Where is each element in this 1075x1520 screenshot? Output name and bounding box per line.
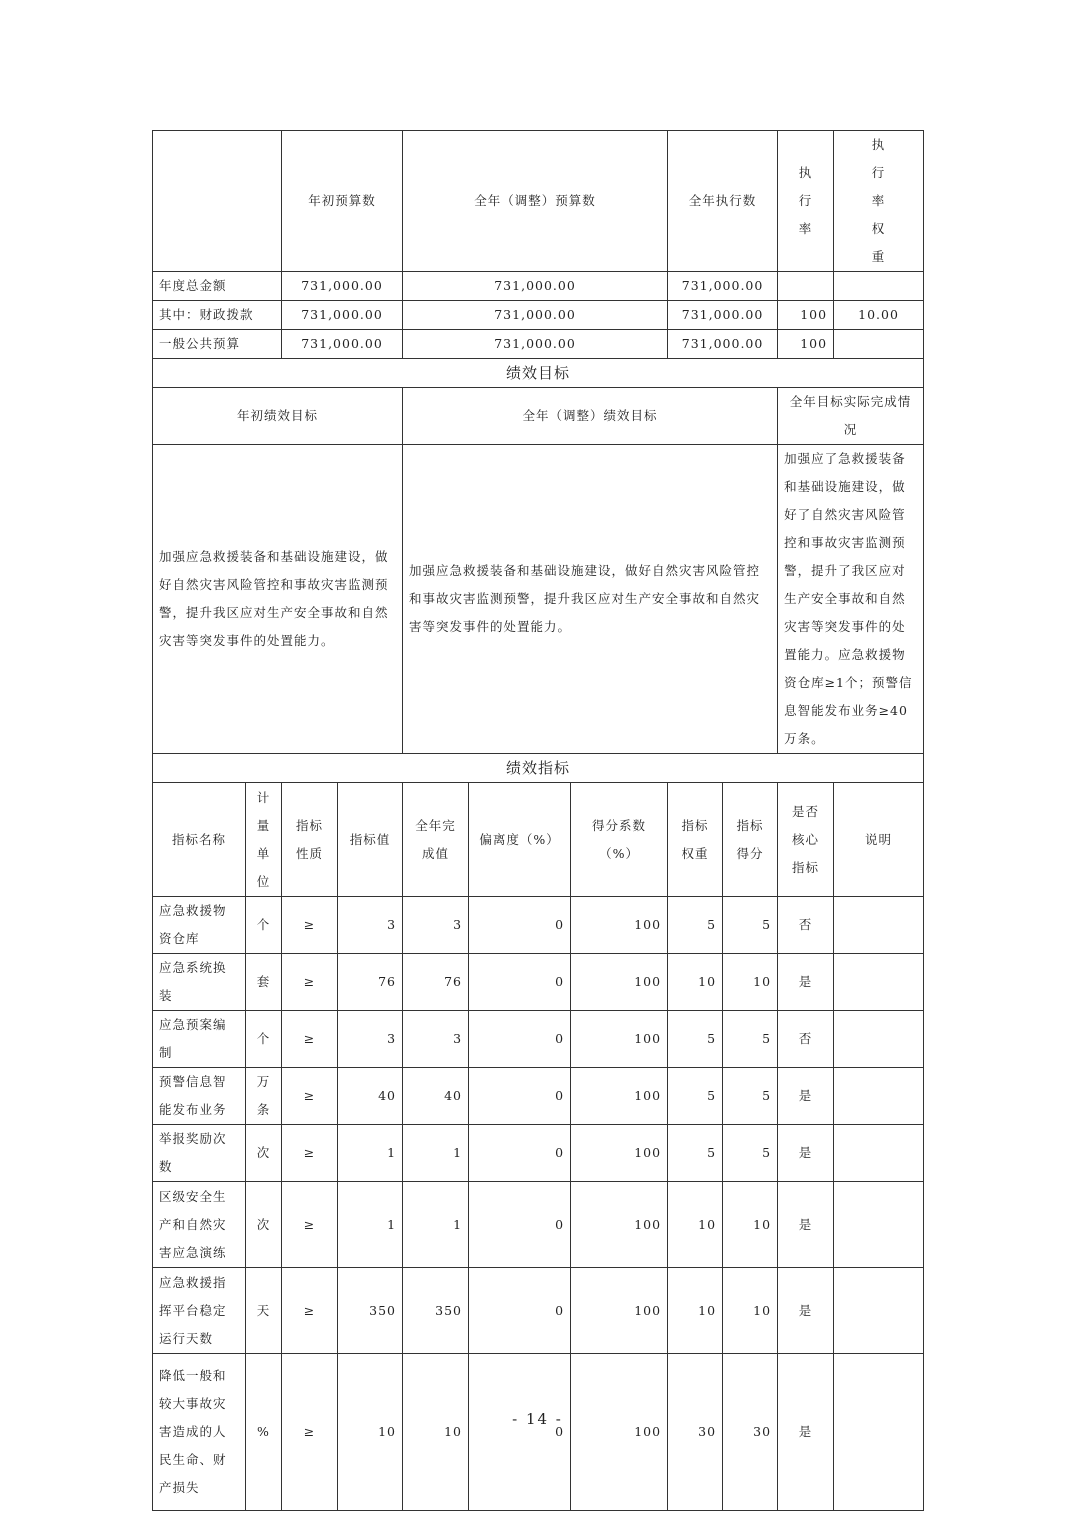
budget-weight: 10.00 [834, 301, 924, 330]
indicators-header-row [153, 783, 924, 897]
indicator-core: 是 [778, 1182, 834, 1268]
header-exec-rate-weight: 执行率权重 [834, 131, 924, 272]
indicator-deviation: 0 [469, 954, 571, 1011]
ind-header-deviation: 偏离度（%） [469, 783, 571, 897]
indicator-weight: 5 [668, 1125, 723, 1182]
ind-header-note: 说明 [834, 783, 924, 897]
indicator-name: 应急预案编制 [153, 1011, 246, 1068]
indicator-note [834, 1268, 924, 1354]
indicator-value: 40 [338, 1068, 403, 1125]
goals-actual-text: 加强应了急救援装备和基础设施建设，做好了自然灾害风险管控和事故灾害监测预警，提升了我区应对生产安全事故和自然灾害等突发事件的处置能力。应急救援物资仓库≥1个；预警信息智能发布业务≥40万条。 [778, 445, 924, 754]
indicator-nature: ≥ [282, 1068, 338, 1125]
indicator-name: 降低一般和较大事故灾害造成的人民生命、财产损失 [153, 1354, 246, 1511]
indicator-row [153, 1268, 924, 1354]
budget-initial: 731,000.00 [282, 301, 403, 330]
indicator-score: 10 [723, 1268, 778, 1354]
indicator-unit: 个 [246, 1011, 282, 1068]
indicator-row [153, 897, 924, 954]
indicator-deviation: 0 [469, 1125, 571, 1182]
ind-header-score: 指标得分 [723, 783, 778, 897]
indicator-note [834, 1182, 924, 1268]
header-adjusted-budget: 全年（调整）预算数 [403, 131, 668, 272]
indicator-completed: 1 [403, 1125, 469, 1182]
indicator-core: 是 [778, 1125, 834, 1182]
ind-header-coef: 得分系数（%） [571, 783, 668, 897]
budget-adjusted: 731,000.00 [403, 272, 668, 301]
indicator-deviation: 0 [469, 1268, 571, 1354]
goals-adjusted-text: 加强应急救援装备和基础设施建设，做好自然灾害风险管控和事故灾害监测预警，提升我区应对生产安全事故和自然灾害等突发事件的处置能力。 [403, 445, 778, 754]
indicator-score-coef: 100 [571, 954, 668, 1011]
indicator-core: 否 [778, 1011, 834, 1068]
indicator-value: 10 [338, 1354, 403, 1511]
performance-table [152, 130, 924, 1511]
indicator-core: 是 [778, 954, 834, 1011]
indicator-row [153, 954, 924, 1011]
indicator-score: 10 [723, 954, 778, 1011]
indicator-weight: 10 [668, 1182, 723, 1268]
budget-header-row [153, 131, 924, 272]
indicator-nature: ≥ [282, 897, 338, 954]
indicator-score-coef: 100 [571, 1354, 668, 1511]
indicator-name: 应急救援物资仓库 [153, 897, 246, 954]
indicator-core: 是 [778, 1268, 834, 1354]
indicator-completed: 350 [403, 1268, 469, 1354]
indicator-row [153, 1011, 924, 1068]
indicator-row [153, 1354, 924, 1511]
indicator-weight: 5 [668, 1068, 723, 1125]
indicator-row [153, 1068, 924, 1125]
indicator-deviation: 0 [469, 897, 571, 954]
indicator-nature: ≥ [282, 954, 338, 1011]
budget-header-blank [153, 131, 282, 272]
indicators-section-title: 绩效指标 [153, 754, 924, 783]
indicator-score: 30 [723, 1354, 778, 1511]
goals-header-row [153, 388, 924, 445]
budget-row [153, 330, 924, 359]
ind-header-nature: 指标性质 [282, 783, 338, 897]
header-executed: 全年执行数 [668, 131, 778, 272]
indicator-nature: ≥ [282, 1268, 338, 1354]
budget-weight [834, 330, 924, 359]
budget-weight [834, 272, 924, 301]
ind-header-completed: 全年完成值 [403, 783, 469, 897]
indicator-weight: 5 [668, 897, 723, 954]
indicator-nature: ≥ [282, 1011, 338, 1068]
indicators-section-row [153, 754, 924, 783]
indicator-value: 1 [338, 1125, 403, 1182]
indicator-completed: 40 [403, 1068, 469, 1125]
budget-row [153, 301, 924, 330]
indicator-score: 5 [723, 897, 778, 954]
indicator-unit: % [246, 1354, 282, 1511]
ind-header-name: 指标名称 [153, 783, 246, 897]
indicator-deviation: 0 [469, 1011, 571, 1068]
indicator-note [834, 897, 924, 954]
goals-section-title: 绩效目标 [153, 359, 924, 388]
indicator-score: 5 [723, 1011, 778, 1068]
header-exec-rate: 执行率 [778, 131, 834, 272]
indicator-name: 举报奖励次数 [153, 1125, 246, 1182]
ind-header-unit: 计量单位 [246, 783, 282, 897]
indicator-score-coef: 100 [571, 1068, 668, 1125]
indicator-completed: 1 [403, 1182, 469, 1268]
budget-row-label: 一般公共预算 [153, 330, 282, 359]
indicator-weight: 10 [668, 954, 723, 1011]
indicator-weight: 5 [668, 1011, 723, 1068]
ind-header-value: 指标值 [338, 783, 403, 897]
indicator-name: 应急救援指挥平台稳定运行天数 [153, 1268, 246, 1354]
indicator-score-coef: 100 [571, 1125, 668, 1182]
indicator-name: 区级安全生产和自然灾害应急演练 [153, 1182, 246, 1268]
indicator-core: 是 [778, 1354, 834, 1511]
indicator-deviation: 0 [469, 1068, 571, 1125]
indicator-weight: 30 [668, 1354, 723, 1511]
indicator-unit: 次 [246, 1182, 282, 1268]
budget-initial: 731,000.00 [282, 330, 403, 359]
indicator-unit: 次 [246, 1125, 282, 1182]
budget-row-label: 年度总金额 [153, 272, 282, 301]
indicator-name: 应急系统换装 [153, 954, 246, 1011]
indicator-completed: 3 [403, 1011, 469, 1068]
indicator-note [834, 954, 924, 1011]
indicator-weight: 10 [668, 1268, 723, 1354]
indicator-score-coef: 100 [571, 897, 668, 954]
page-number: - 14 - [512, 1410, 563, 1428]
indicator-row [153, 1182, 924, 1268]
indicator-unit: 万条 [246, 1068, 282, 1125]
goals-section-row [153, 359, 924, 388]
indicator-value: 76 [338, 954, 403, 1011]
budget-executed: 731,000.00 [668, 330, 778, 359]
budget-rate [778, 272, 834, 301]
indicator-unit: 个 [246, 897, 282, 954]
indicator-value: 3 [338, 1011, 403, 1068]
indicator-nature: ≥ [282, 1354, 338, 1511]
indicator-core: 是 [778, 1068, 834, 1125]
budget-row-label: 其中：财政拨款 [153, 301, 282, 330]
indicator-row [153, 1125, 924, 1182]
indicator-note [834, 1354, 924, 1511]
indicator-completed: 76 [403, 954, 469, 1011]
header-initial-budget: 年初预算数 [282, 131, 403, 272]
indicator-nature: ≥ [282, 1125, 338, 1182]
budget-adjusted: 731,000.00 [403, 330, 668, 359]
indicator-score-coef: 100 [571, 1011, 668, 1068]
ind-header-weight: 指标权重 [668, 783, 723, 897]
budget-rate: 100 [778, 330, 834, 359]
indicator-score-coef: 100 [571, 1268, 668, 1354]
indicator-nature: ≥ [282, 1182, 338, 1268]
goals-col-initial: 年初绩效目标 [153, 388, 403, 445]
budget-rate: 100 [778, 301, 834, 330]
indicator-value: 1 [338, 1182, 403, 1268]
indicator-unit: 套 [246, 954, 282, 1011]
indicator-note [834, 1068, 924, 1125]
indicator-value: 3 [338, 897, 403, 954]
goals-col-actual: 全年目标实际完成情况 [778, 388, 924, 445]
budget-executed: 731,000.00 [668, 272, 778, 301]
indicator-score-coef: 100 [571, 1182, 668, 1268]
indicator-value: 350 [338, 1268, 403, 1354]
goals-initial-text: 加强应急救援装备和基础设施建设，做好自然灾害风险管控和事故灾害监测预警，提升我区应对生产安全事故和自然灾害等突发事件的处置能力。 [153, 445, 403, 754]
indicator-score: 10 [723, 1182, 778, 1268]
indicator-completed: 3 [403, 897, 469, 954]
indicator-deviation: 0 [469, 1354, 571, 1511]
indicator-deviation: 0 [469, 1182, 571, 1268]
budget-row [153, 272, 924, 301]
indicator-completed: 10 [403, 1354, 469, 1511]
indicator-note [834, 1125, 924, 1182]
budget-initial: 731,000.00 [282, 272, 403, 301]
ind-header-core: 是否核心指标 [778, 783, 834, 897]
indicator-name: 预警信息智能发布业务 [153, 1068, 246, 1125]
indicator-score: 5 [723, 1125, 778, 1182]
goals-col-adjusted: 全年（调整）绩效目标 [403, 388, 778, 445]
budget-executed: 731,000.00 [668, 301, 778, 330]
goals-text-row [153, 445, 924, 754]
budget-adjusted: 731,000.00 [403, 301, 668, 330]
indicator-note [834, 1011, 924, 1068]
indicator-unit: 天 [246, 1268, 282, 1354]
indicator-score: 5 [723, 1068, 778, 1125]
indicator-core: 否 [778, 897, 834, 954]
